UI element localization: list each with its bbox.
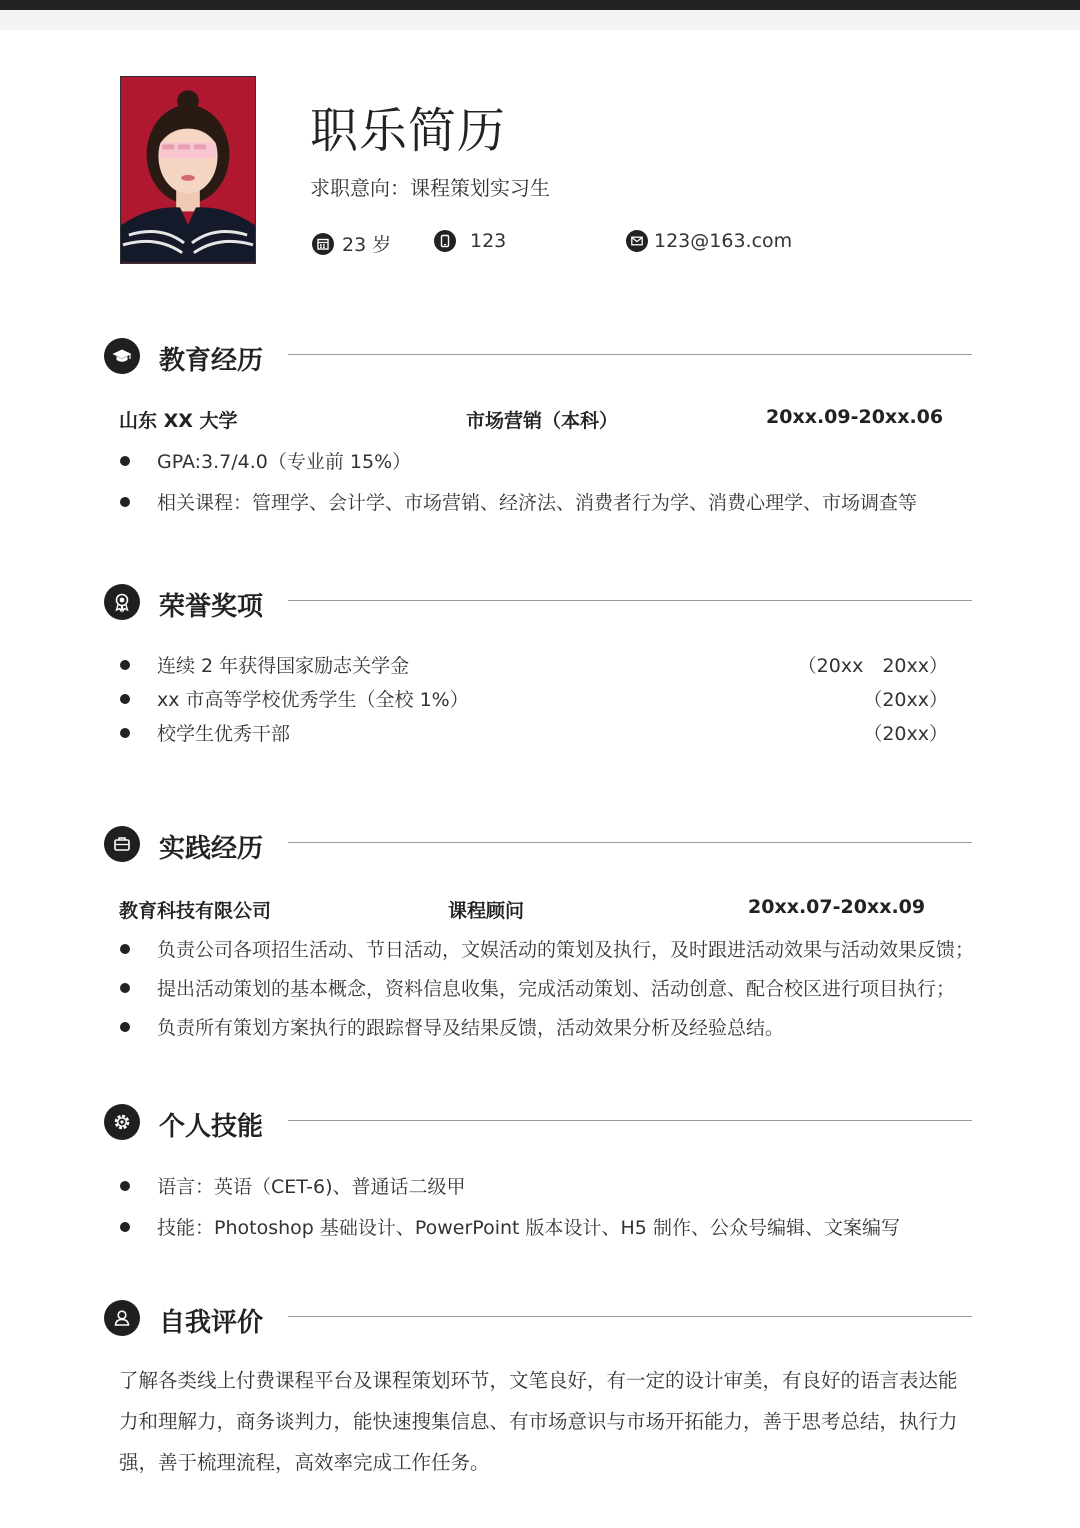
honor-year: （20xx） <box>863 723 948 745</box>
honor-year: （20xx 20xx） <box>797 655 948 677</box>
bullet-dot <box>120 660 130 670</box>
self-title: 自我评价 <box>159 1308 264 1338</box>
skills-section-header <box>104 1104 972 1144</box>
bullet-dot <box>120 983 130 993</box>
honors-section-header <box>104 584 972 624</box>
company-name: 教育科技有限公司 <box>119 900 272 922</box>
skills-title: 个人技能 <box>159 1112 264 1142</box>
honor-year: （20xx） <box>863 689 948 711</box>
phone-info <box>434 230 506 252</box>
phone-value: 123 <box>470 230 507 252</box>
bullet-dot <box>120 1181 130 1191</box>
section-divider <box>288 354 972 355</box>
education-section-header <box>104 338 972 378</box>
section-divider <box>288 600 972 601</box>
age-value: 23 岁 <box>342 234 392 256</box>
major-name: 市场营销（本科） <box>466 410 619 432</box>
award-medal-icon <box>104 584 140 620</box>
user-icon <box>104 1300 140 1336</box>
bullet-dot <box>120 1022 130 1032</box>
school-name: 山东 XX 大学 <box>119 410 238 432</box>
calendar-icon <box>312 233 334 255</box>
section-divider <box>288 1120 972 1121</box>
role-name: 课程顾问 <box>448 900 525 922</box>
gear-icon <box>104 1104 140 1140</box>
section-divider <box>288 842 972 843</box>
top-border <box>0 0 1080 10</box>
honors-title: 荣誉奖项 <box>159 592 264 622</box>
education-period: 20xx.09-20xx.06 <box>766 406 944 428</box>
email-info <box>626 230 792 252</box>
practice-title: 实践经历 <box>159 834 264 864</box>
job-intent: 求职意向：课程策划实习生 <box>310 176 550 200</box>
education-title: 教育经历 <box>159 346 264 376</box>
age-info <box>312 230 391 257</box>
self-section-header <box>104 1300 972 1340</box>
bullet-dot <box>120 456 130 466</box>
phone-icon <box>434 230 456 252</box>
bullet-dot <box>120 1222 130 1232</box>
resume-title: 职乐简历 <box>310 103 507 159</box>
bullet-dot <box>120 728 130 738</box>
briefcase-icon <box>104 826 140 862</box>
email-value: 123@163.com <box>654 230 793 252</box>
bullet-dot <box>120 944 130 954</box>
practice-section-header <box>104 826 972 866</box>
top-band <box>0 10 1080 30</box>
practice-period: 20xx.07-20xx.09 <box>748 896 926 918</box>
mail-icon <box>626 230 648 252</box>
self-evaluation-text: 了解各类线上付费课程平台及课程策划环节，文笔良好，有一定的设计审美，有良好的语言表达能力和理解力，商务谈判力，能快速搜集信息、有市场意识与市场开拓能力，善于思考总结，执行力强，善于梳理流程，高效率完成工作任务。 <box>119 1369 958 1474</box>
bullet-dot <box>120 694 130 704</box>
section-divider <box>288 1316 972 1317</box>
profile-photo <box>120 76 256 264</box>
bullet-dot <box>120 497 130 507</box>
graduation-cap-icon <box>104 338 140 374</box>
